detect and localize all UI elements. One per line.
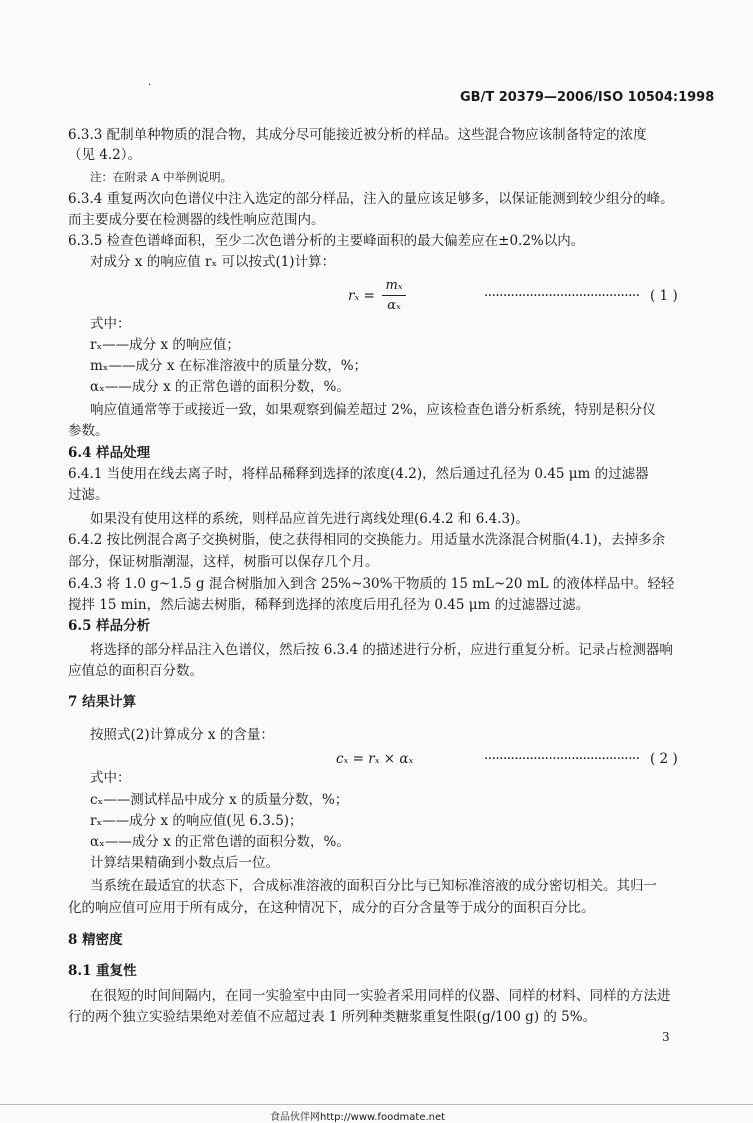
definition-ax: αₓ——成分 x 的正常色谱的面积分数，%。 (90, 834, 350, 850)
section-6-5-heading: 6.5 样品分析 (68, 618, 151, 634)
clause-6-3-5: 6.3.5 检查色谱峰面积，至少二次色谱分析的主要峰面积的最大偏差应在±0.2%以内。 (68, 233, 585, 249)
clause-6-4-1: 6.4.1 当使用在线去离子时，将样品稀释到选择的浓度(4.2)，然后通过孔径为 0.45 μm 的过滤器 (68, 466, 649, 482)
formula-1-lhs: rₓ = (348, 288, 375, 304)
formula-2-expression: cₓ = rₓ × αₓ (336, 751, 414, 767)
clause-6-3-4: 6.3.4 重复两次向色谱仪中注入选定的部分样品，注入的量应该足够多，以保证能测到较少组分的峰。 (68, 191, 674, 207)
where-label: 式中： (90, 770, 131, 786)
definition-rx: rₓ——成分 x 的响应值； (90, 337, 240, 353)
formula-1-fraction (382, 278, 406, 313)
text-line: 在很短的时间间隔内，在同一实验室中由同一实验者采用同样的仪器、同样的材料、同样的方法进 (90, 988, 671, 1004)
leader-dots: ········································· (484, 751, 640, 767)
section-8-heading: 8 精密度 (68, 932, 123, 948)
text-line: 行的两个独立实验结果绝对差值不应超过表 1 所列种类糖浆重复性限(g/100 g) 的 5%。 (68, 1009, 597, 1025)
leader-dots: ········································· (484, 288, 640, 304)
definition-rx: rₓ——成分 x 的响应值(见 6.3.5)； (90, 813, 303, 829)
text-line: 将选择的部分样品注入色谱仪，然后按 6.3.4 的描述进行分析，应进行重复分析。记录占检测器响 (90, 642, 673, 658)
clause-6-3-3: 6.3.3 配制单种物质的混合物，其成分尽可能接近被分析的样品。这些混合物应该制备特定的浓度 (68, 127, 647, 143)
text-line: 部分，保证树脂潮湿，这样，树脂可以保存几个月。 (68, 554, 379, 570)
definition-ax: αₓ——成分 x 的正常色谱的面积分数，%。 (90, 379, 350, 395)
fraction-bar (382, 295, 406, 296)
text-line: 按照式(2)计算成分 x 的含量： (90, 727, 274, 743)
clause-6-4-2: 6.4.2 按比例混合离子交换树脂，使之获得相同的交换能力。用适量水洗涤混合树脂(4.1)，去掉多余 (68, 532, 666, 548)
text-line: 当系统在最适宜的状态下，合成标准溶液的面积百分比与已知标准溶液的成分密切相关。其归一 (90, 878, 657, 894)
section-6-4-heading: 6.4 样品处理 (68, 445, 151, 461)
text-line: 应值总的面积百分数。 (68, 663, 203, 679)
text-line: 如果没有使用这样的系统，则样品应首先进行离线处理(6.4.2 和 6.4.3)。 (90, 511, 529, 527)
where-label: 式中： (90, 316, 131, 332)
note: 注：在附录 A 中举例说明。 (90, 170, 233, 184)
text-line: 过滤。 (68, 487, 109, 503)
text-line: 搅拌 15 min，然后滤去树脂，稀释到选择的浓度后用孔径为 0.45 μm 的过滤器过滤。 (68, 597, 590, 613)
footer-divider (0, 1104, 753, 1105)
formula-1-denominator: αₓ (387, 298, 401, 313)
definition-cx: cₓ——测试样品中成分 x 的质量分数，%； (90, 792, 349, 808)
text-line: 响应值通常等于或接近一致，如果观察到偏差超过 2%，应该检查色谱分析系统，特别是积分仪 (90, 402, 656, 418)
clause-6-4-3: 6.4.3 将 1.0 g~1.5 g 混合树脂加入到含 25%~30%干物质的 15 mL~20 mL 的液体样品中。轻轻 (68, 576, 675, 592)
text-line: 对成分 x 的响应值 rₓ 可以按式(1)计算： (90, 254, 336, 270)
section-8-1-heading: 8.1 重复性 (68, 963, 137, 979)
text-line: 计算结果精确到小数点后一位。 (90, 855, 279, 871)
page-number: 3 (662, 1030, 670, 1044)
standard-header: GB/T 20379—2006/ISO 10504:1998 (460, 90, 715, 105)
formula-1-number: ( 1 ) (650, 288, 678, 304)
text-line: 化的响应值可应用于所有成分，在这种情况下，成分的百分含量等于成分的面积百分比。 (68, 900, 595, 916)
stray-mark: · (148, 80, 152, 91)
footer-text: 食品伙伴网http://www.foodmate.net (270, 1112, 446, 1123)
definition-mx: mₓ——成分 x 在标准溶液中的质量分数，%； (90, 358, 368, 374)
formula-1-numerator: mₓ (385, 278, 403, 293)
section-7-heading: 7 结果计算 (68, 694, 137, 710)
text-line: （见 4.2）。 (68, 147, 142, 163)
text-line: 参数。 (68, 423, 109, 439)
formula-2-number: ( 2 ) (650, 751, 678, 767)
text-line: 而主要成分要在检测器的线性响应范围内。 (68, 212, 325, 228)
